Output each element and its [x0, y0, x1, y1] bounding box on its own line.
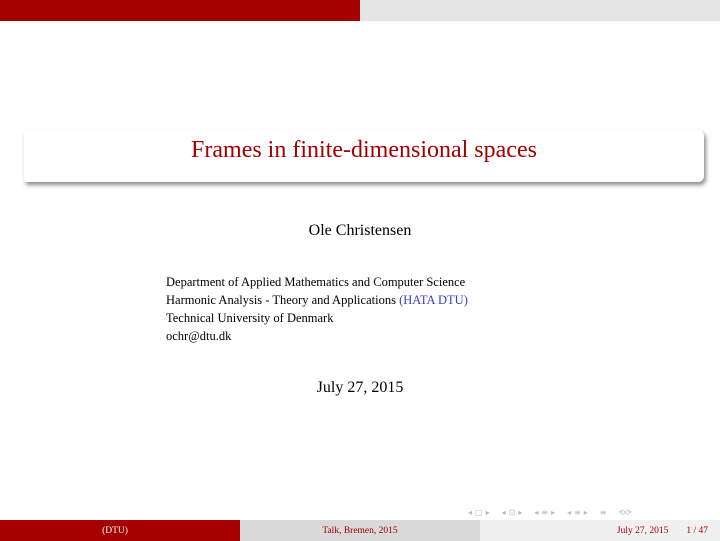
footer-talk-title: Talk, Bremen, 2015	[322, 525, 398, 536]
nav-slide-icon[interactable]: □	[475, 507, 483, 517]
header-bar-right	[360, 0, 720, 21]
slide-title: Frames in finite-dimensional spaces	[191, 137, 537, 163]
footer-page-number: 1 / 47	[686, 525, 708, 536]
author-name: Ole Christensen	[308, 222, 412, 239]
nav-next-subsection-icon[interactable]: ▸	[551, 507, 556, 517]
nav-prev-frame-icon[interactable]: ◂	[501, 507, 506, 517]
nav-search-back-forward-icon[interactable]: ⟲⟳	[618, 507, 632, 517]
footer-bar	[0, 520, 720, 541]
author-email: ochr@dtu.dk	[166, 329, 232, 343]
nav-subsection-icon[interactable]: ≡	[541, 507, 549, 517]
footer-right	[480, 520, 720, 541]
nav-next-frame-icon[interactable]: ▸	[518, 507, 523, 517]
nav-prev-subsection-icon[interactable]: ◂	[534, 507, 539, 517]
footer-middle	[240, 520, 480, 541]
nav-prev-slide-icon[interactable]: ◂	[468, 507, 473, 517]
nav-prev-section-icon[interactable]: ◂	[567, 507, 572, 517]
footer-institution: (DTU)	[102, 525, 128, 536]
header-bar-left	[0, 0, 360, 21]
slide-date: July 27, 2015	[316, 379, 404, 396]
nav-next-slide-icon[interactable]: ▸	[485, 507, 490, 517]
footer-left	[0, 520, 240, 541]
title-box	[24, 130, 704, 182]
nav-align-icon[interactable]: ≡	[599, 507, 607, 517]
nav-section-icon[interactable]: ≡	[574, 507, 581, 517]
institute-block	[166, 273, 468, 345]
hata-link[interactable]: (HATA DTU)	[399, 293, 468, 307]
beamer-navigation	[468, 505, 632, 519]
institute-group	[166, 291, 468, 309]
institute-group-name: Harmonic Analysis - Theory and Applications	[166, 293, 400, 307]
nav-frame-icon[interactable]: ⊡	[508, 507, 516, 517]
institute-department: Department of Applied Mathematics and Computer Science	[166, 275, 466, 289]
top-header-bar	[0, 0, 720, 21]
nav-next-section-icon[interactable]: ▸	[583, 507, 588, 517]
institute-university: Technical University of Denmark	[166, 311, 334, 325]
footer-date: July 27, 2015	[616, 525, 669, 536]
